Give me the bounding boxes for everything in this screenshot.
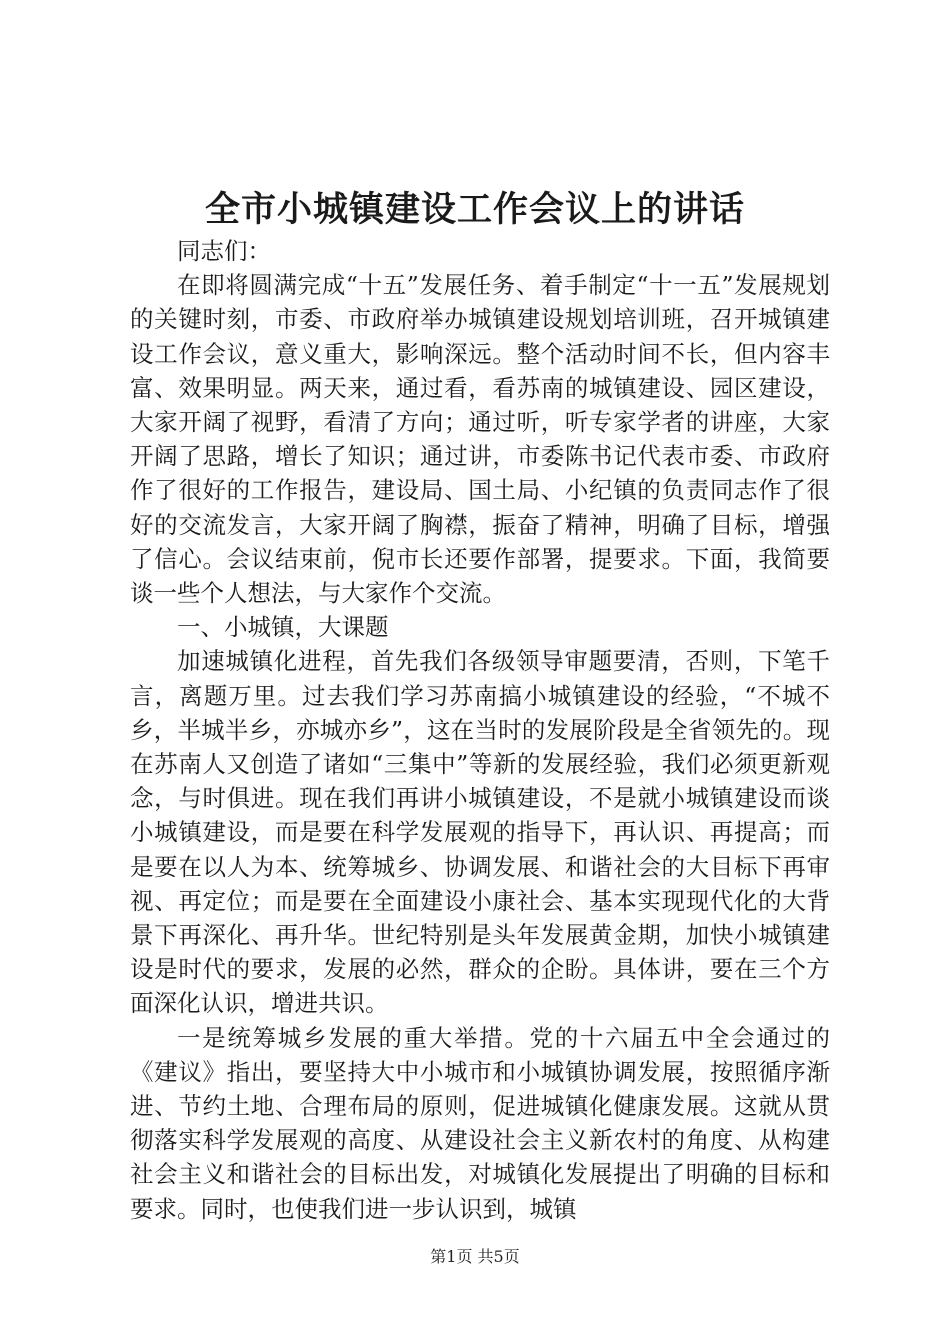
body-paragraph: 加速城镇化进程，首先我们各级领导审题要清，否则，下笔千言，离题万里。过去我们学习苏南搞小城镇建设的经验，“不城不乡，半城半乡，亦城亦乡”，这在当时的发展阶段是全省领先的。现在苏南人又创造了诸如“三集中”等新的发展经验，我们必须更新观念，与时俱进。现在我们再讲小城镇建设，不是就小城镇建设而谈小城镇建设，而是要在科学发展观的指导下，再认识、再提高；而是要在以人为本、统筹城乡、协调发展、和谐社会的大目标下再审视、再定位；而是要在全面建设小康社会、基本实现现代化的大背景下再深化、再升华。世纪特别是头年发展黄金期，加快小城镇建设是时代的要求，发展的必然，群众的企盼。具体讲，要在三个方面深化认识，增进共识。 — [130, 647, 830, 1018]
body-paragraph: 在即将圆满完成“十五”发展任务、着手制定“十一五”发展规划的关键时刻，市委、市政府举办城镇建设规划培训班，召开城镇建设工作会议，意义重大，影响深远。整个活动时间不长，但内容丰富、效果明显。两天来，通过看，看苏南的城镇建设、园区建设，大家开阔了视野，看清了方向；通过听，听专家学者的讲座，大家开阔了思路，增长了知识；通过讲，市委陈书记代表市委、市政府作了很好的工作报告，建设局、国土局、小纪镇的负责同志作了很好的交流发言，大家开阔了胸襟，振奋了精神，明确了目标，增强了信心。会议结束前，倪市长还要作部署，提要求。下面，我简要谈一些个人想法，与大家作个交流。 — [130, 271, 830, 608]
document-title: 全市小城镇建设工作会议上的讲话 — [204, 190, 745, 230]
page-footer: 第1页 共5页 — [430, 1247, 520, 1266]
body-paragraph: 一是统筹城乡发展的重大举措。党的十六届五中全会通过的《建议》指出，要坚持大中小城市和小城镇协调发展，按照循序渐进、节约土地、合理布局的原则，促进城镇化健康发展。这就从贯彻落实科学发展观的高度、从建设社会主义新农村的角度、从构建社会主义和谐社会的目标出发，对城镇化发展提出了明确的目标和要求。同时，也使我们进一步认识到，城镇 — [130, 1023, 830, 1223]
salutation-paragraph: 同志们： — [177, 237, 271, 265]
section-heading: 一、小城镇，大课题 — [177, 613, 389, 642]
document-body — [130, 234, 830, 1226]
